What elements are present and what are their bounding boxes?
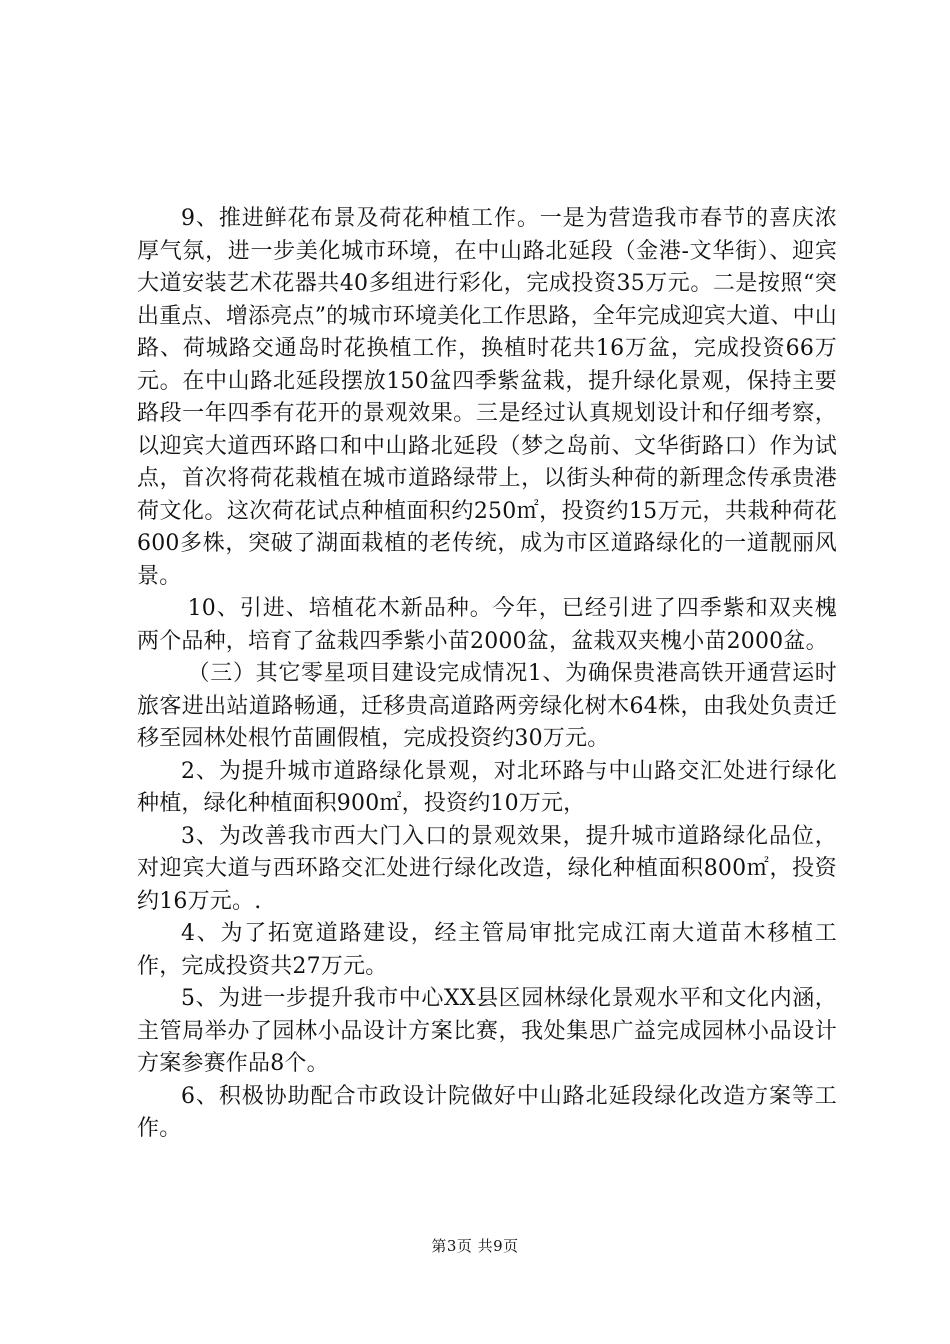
paragraph-item-3: 3、为改善我市西大门入口的景观效果，提升城市道路绿化品位，对迎宾大道与西环路交汇处进行绿化改造，绿化种植面积800㎡，投资约16万元。. <box>137 823 837 914</box>
paragraph-section-3-other-projects: （三）其它零星项目建设完成情况1、为确保贵港高铁开通营运时旅客进出站道路畅通，迁移贵高道路两旁绿化树木64株，由我处负责迁移至园林处根竹苗圃假植，完成投资约30万元。 <box>137 661 837 751</box>
document-body <box>137 203 837 1146</box>
paragraph-10-new-varieties: 10、引进、培植花木新品种。今年，已经引进了四季紫和双夹槐两个品种，培育了盆栽四季紫小苗2000盆，盆栽双夹槐小苗2000盆。 <box>137 596 837 654</box>
paragraph-9-flowers-lotus: 9、推进鲜花布景及荷花种植工作。一是为营造我市春节的喜庆浓厚气氛，进一步美化城市环境，在中山路北延段（金港-文华街）、迎宾大道安装艺术花器共40多组进行彩化，完成投资35万元。二是按照“突出重点、增添亮点”的城市环境美化工作思路，全年完成迎宾大道、中山路、荷城路交通岛时花换植工作，换植时花共16万盆，完成投资66万元。在中山路北延段摆放150盆四季紫盆栽，提升绿化景观，保持主要路段一年四季有花开的景观效果。三是经过认真规划设计和仔细考察，以迎宾大道西环路口和中山路北延段（梦之岛前、文华街路口）作为试点，首次将荷花栽植在城市道路绿带上，以街头种荷的新理念传承贵港荷文化。这次荷花试点种植面积约250㎡，投资约15万元，共栽种荷花600多株，突破了湖面栽植的老传统，成为市区道路绿化的一道靓丽风景。 <box>137 206 837 589</box>
paragraph-item-5: 5、为进一步提升我市中心XX县区园林绿化景观水平和文化内涵，主管局举办了园林小品设计方案比赛，我处集思广益完成园林小品设计方案参赛作品8个。 <box>137 986 837 1076</box>
paragraph-item-2: 2、为提升城市道路绿化景观，对北环路与中山路交汇处进行绿化种植，绿化种植面积900㎡，投资约10万元， <box>137 758 837 816</box>
paragraph-item-6: 6、积极协助配合市政设计院做好中山路北延段绿化改造方案等工作。 <box>137 1083 837 1141</box>
page-number-footer: 第3页 共9页 <box>431 1237 519 1255</box>
paragraph-item-4: 4、为了拓宽道路建设，经主管局审批完成江南大道苗木移植工作，完成投资共27万元。 <box>137 921 837 979</box>
